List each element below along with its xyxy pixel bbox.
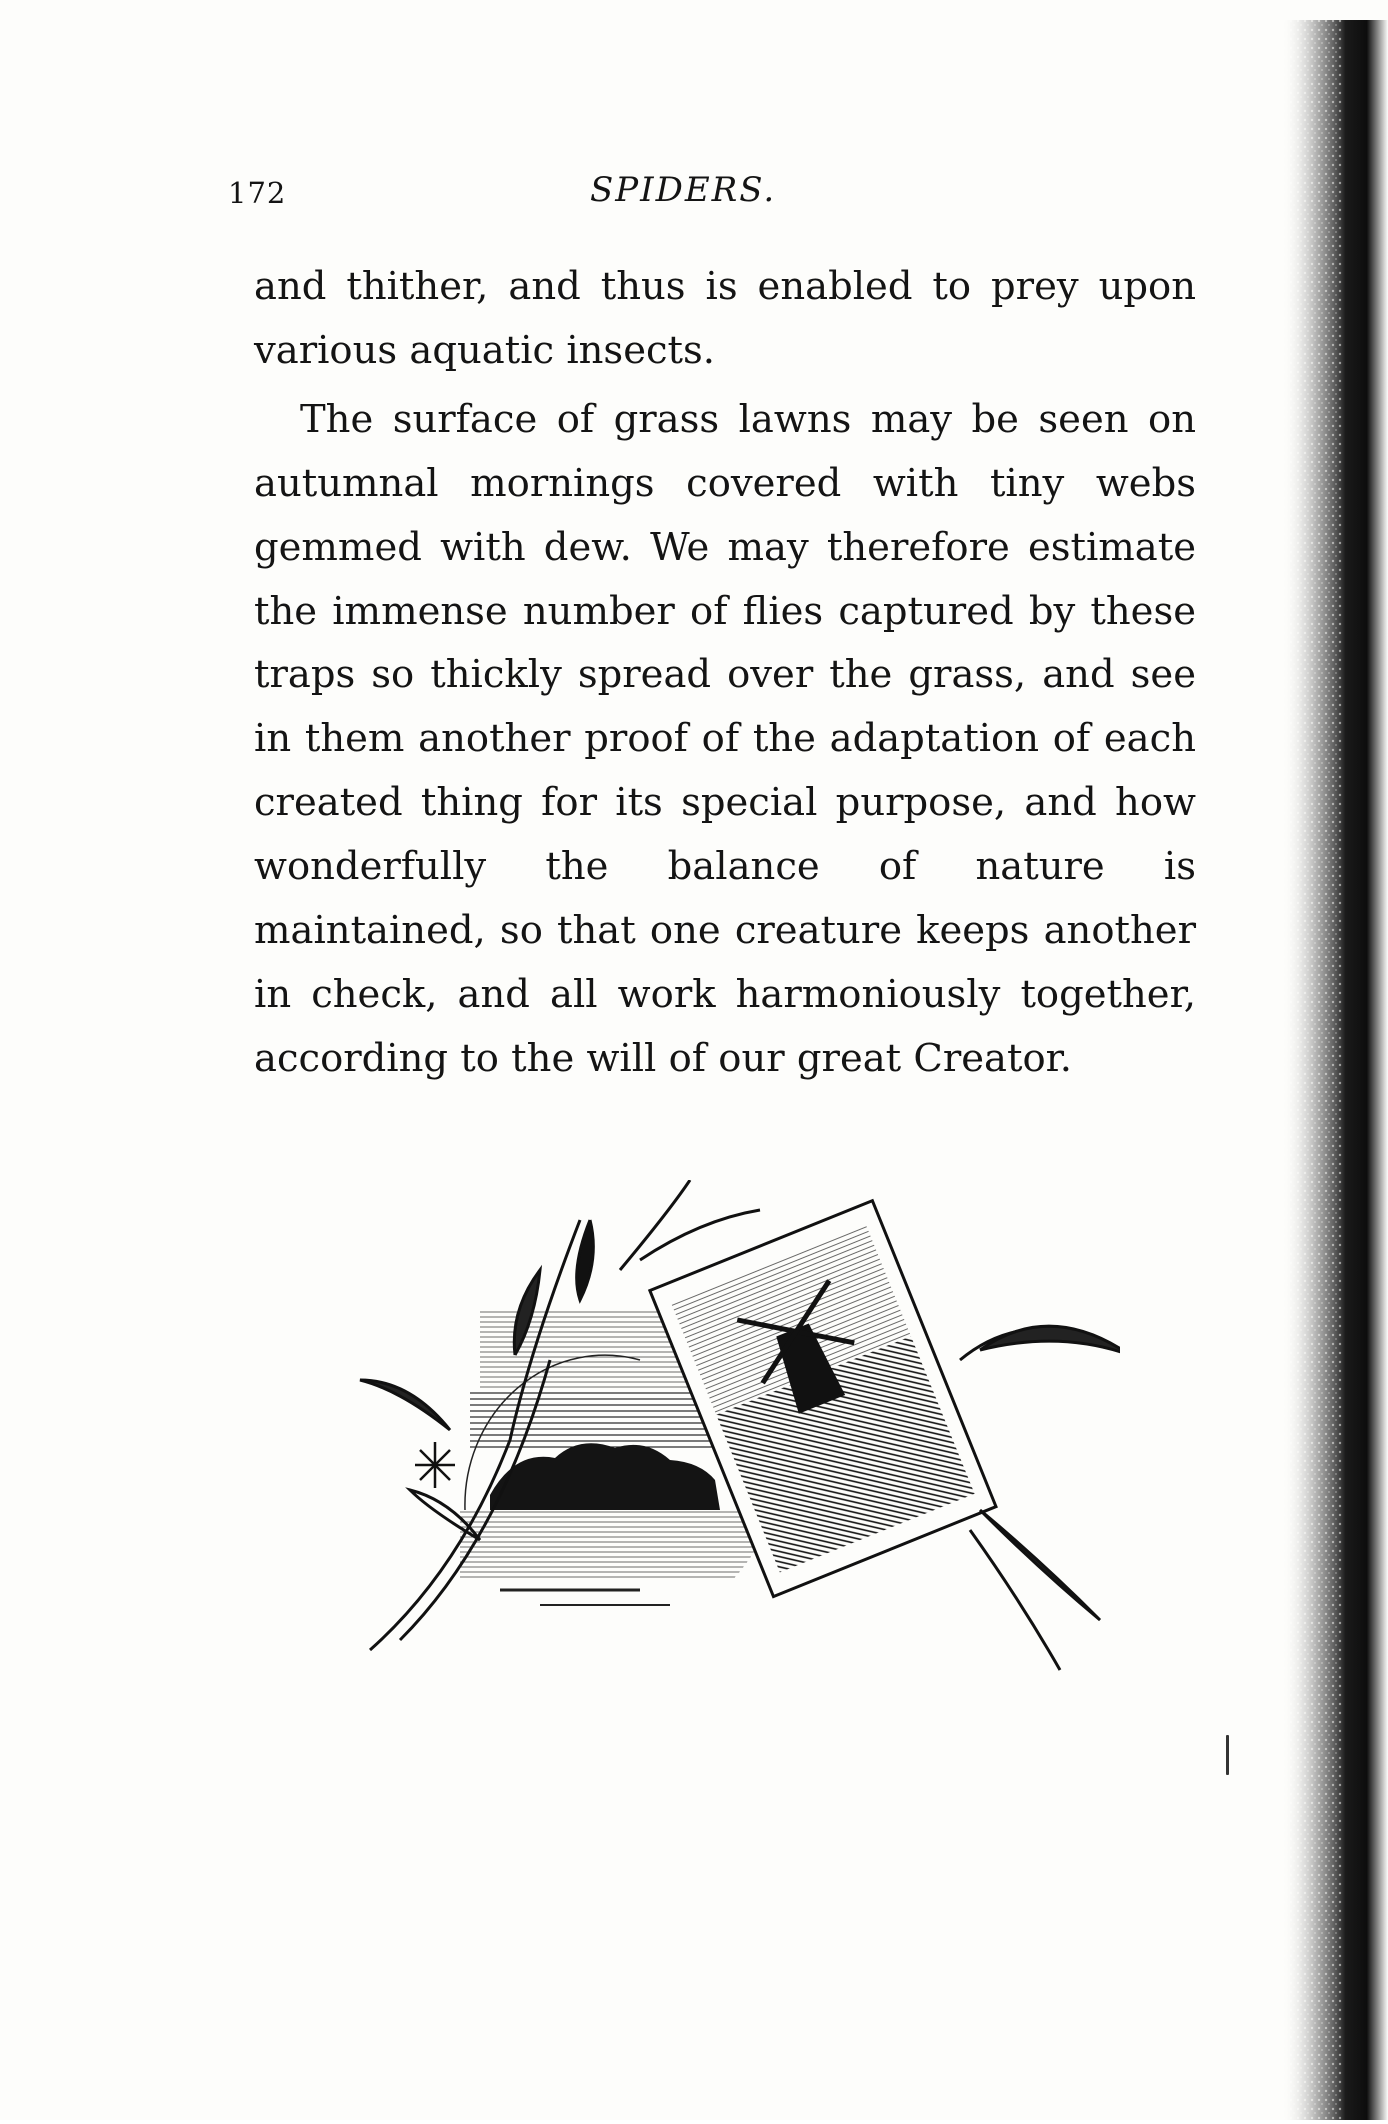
scan-shadow-edge [1282,0,1388,2120]
windmill-landscape-vignette-icon [340,1180,1120,1680]
star-flower-icon [415,1442,455,1488]
paragraph-grass-lawns: The surface of grass lawns may be seen on autumnal mornings covered with tiny webs gemmed with dew. We may therefore estimate the immense number of flies captured by these traps so thickly spread over the grass, and see in them another proof of the adaptation of each created thing for its special purpose, and how wonderfully the balance of nature is maintained, so that one creature keeps another in check, and all work harmoniously together, according to the will of our great Creator. [254,396,1196,1081]
running-title: SPIDERS. [590,170,777,210]
paragraph-continued: and thither, and thus is enabled to prey upon various aquatic insects. [254,264,1196,373]
ink-speck [1226,1735,1229,1775]
body-text [254,255,1196,1091]
page-number: 172 [228,176,287,210]
